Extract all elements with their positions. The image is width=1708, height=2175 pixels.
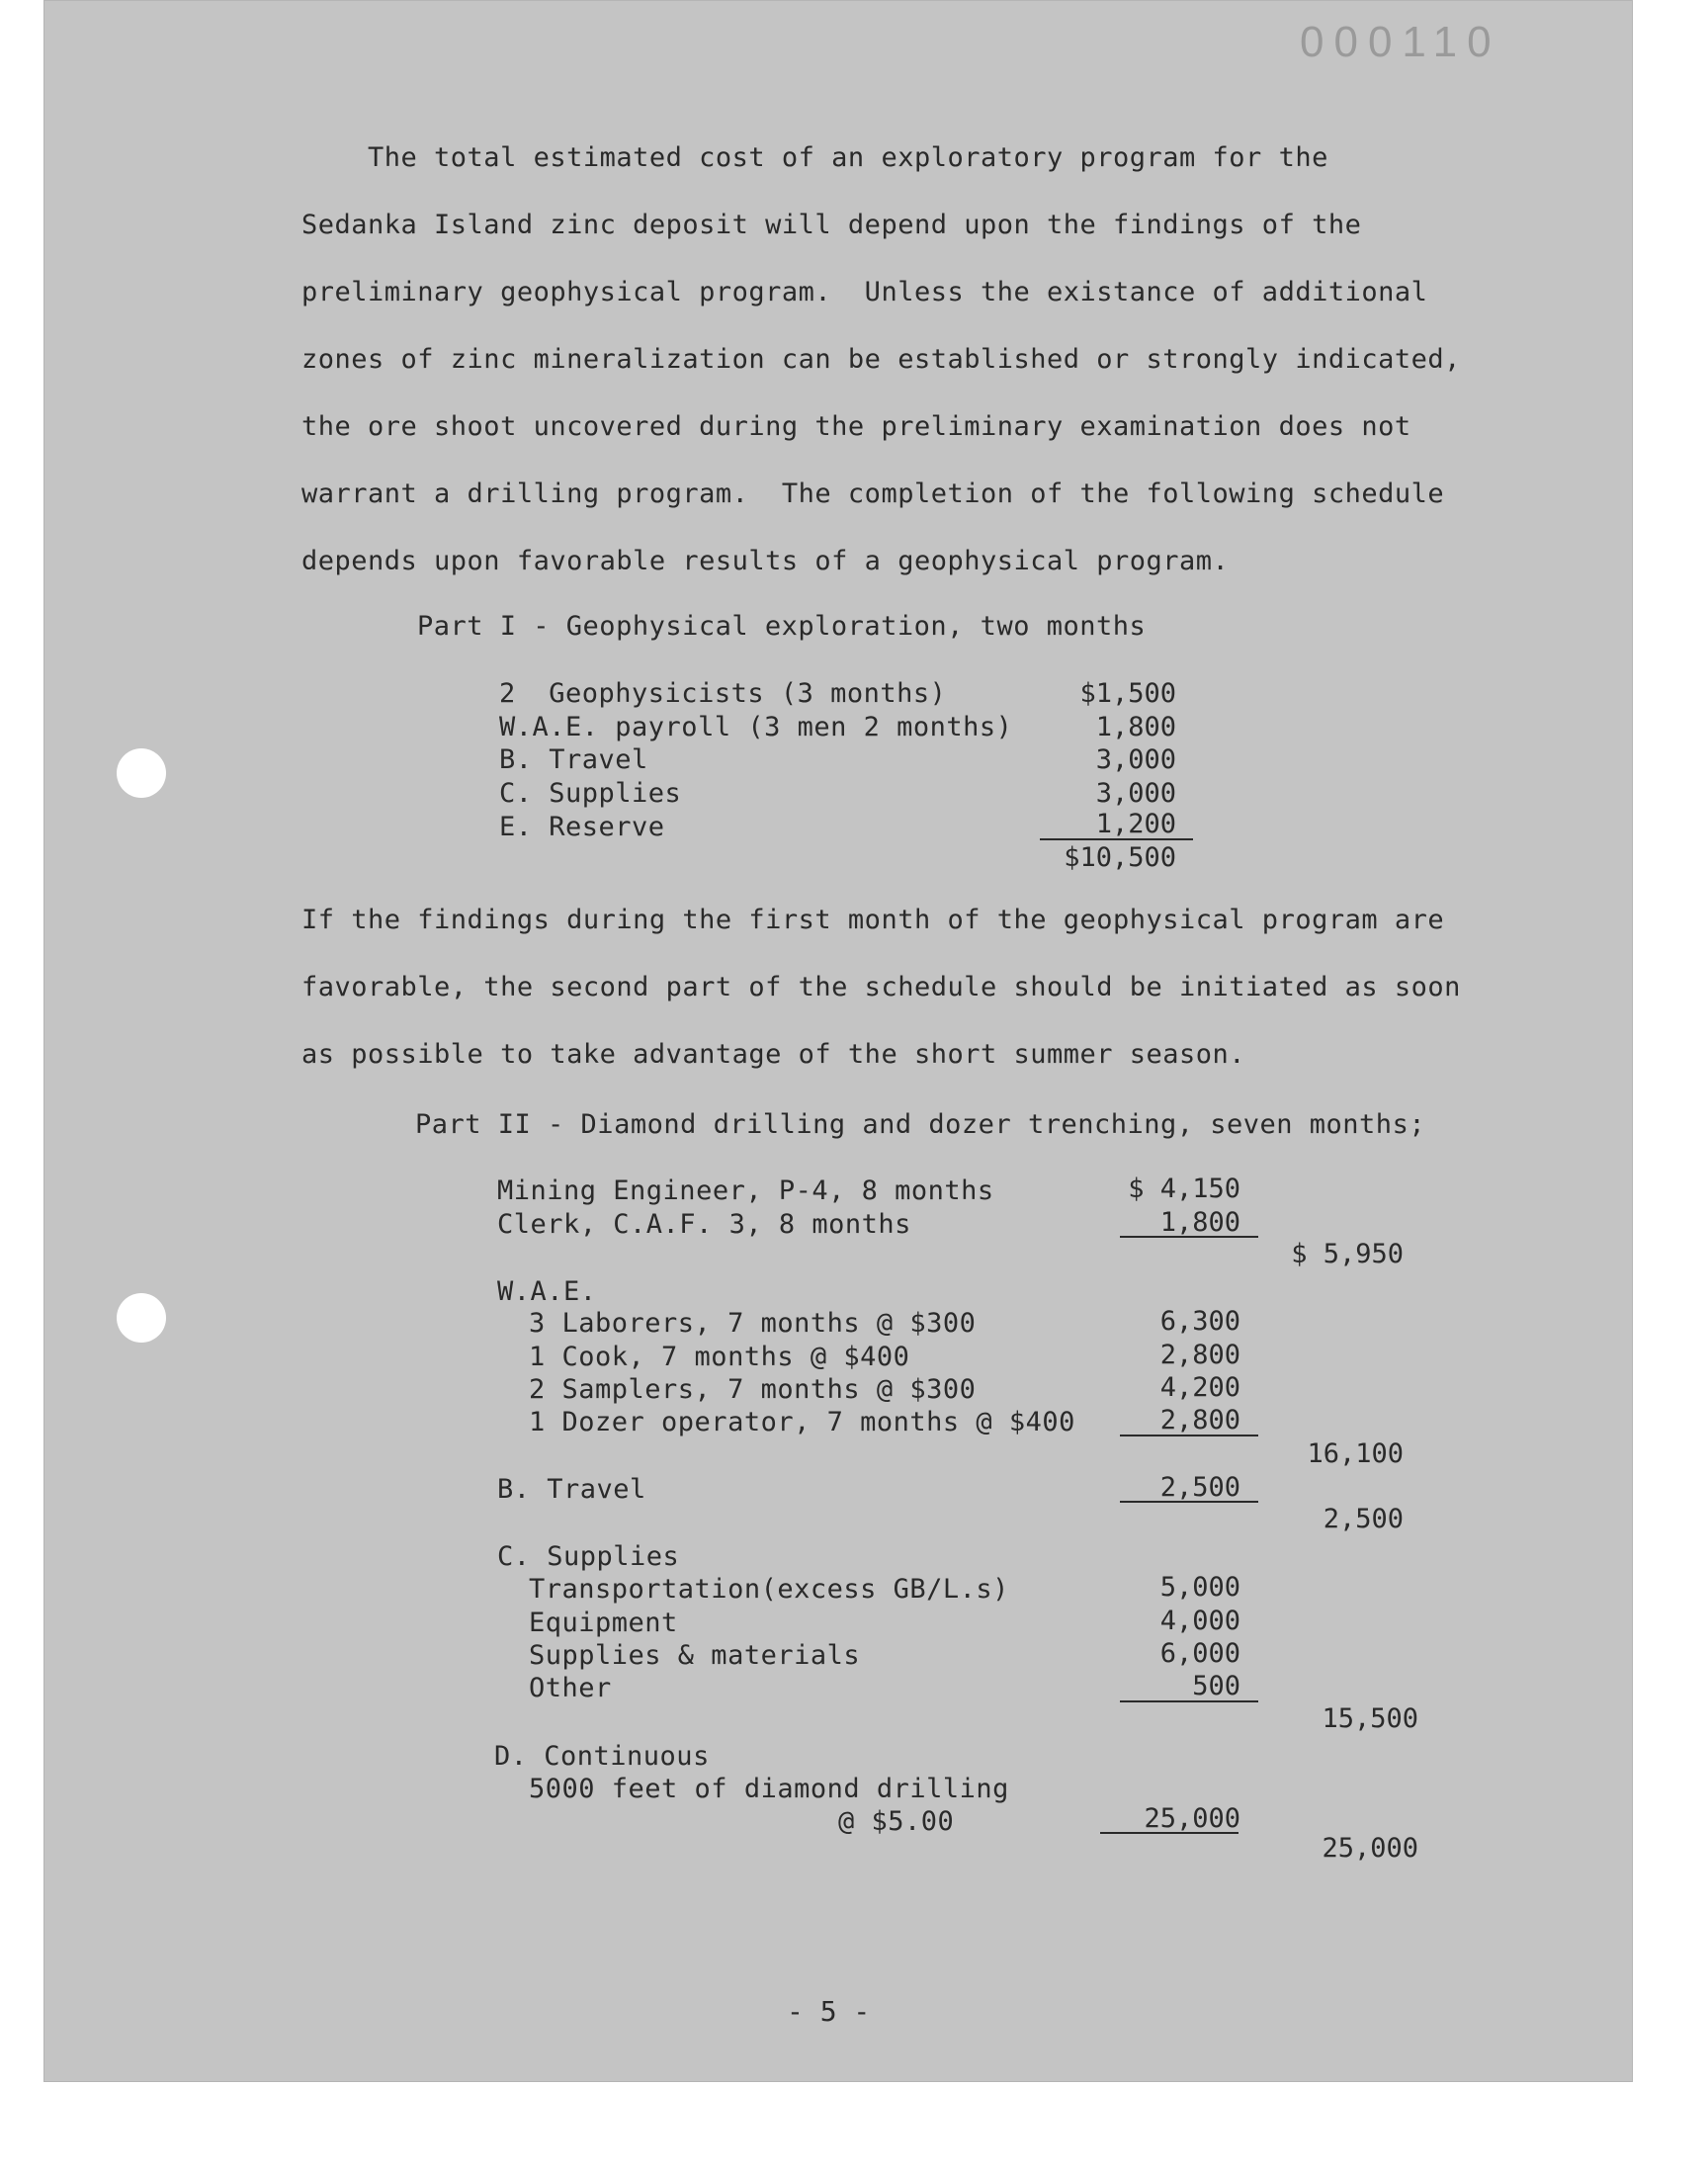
part2-heading: Part II - Diamond drilling and dozer trenching, seven months; [415, 1109, 1426, 1140]
part1-total: $10,500 [1064, 842, 1176, 873]
intro-line: The total estimated cost of an exploratory program for the [301, 142, 1328, 173]
part2-personnel-label: Mining Engineer, P-4, 8 months [497, 1175, 994, 1206]
part2-personnel-total: $ 5,950 [1291, 1239, 1404, 1269]
supplies-item-label: Transportation(excess GB/L.s) [529, 1574, 1009, 1605]
part1-item-amount: $1,500 [1079, 678, 1176, 709]
wae-item-label: 2 Samplers, 7 months @ $300 [529, 1374, 977, 1405]
supplies-item-amount: 4,000 [1159, 1606, 1240, 1636]
supplies-item-label: Supplies & materials [529, 1640, 861, 1671]
supplies-total: 15,500 [1322, 1703, 1418, 1734]
intro-line: depends upon favorable results of a geophysical program. [301, 546, 1230, 576]
part2-personnel-amount: 1,800 [1159, 1207, 1240, 1238]
intro-line: Sedanka Island zinc deposit will depend upon the findings of the [301, 210, 1362, 240]
continuous-amount: 25,000 [1144, 1803, 1240, 1834]
wae-total: 16,100 [1307, 1438, 1404, 1469]
wae-item-amount: 2,800 [1159, 1405, 1240, 1436]
punch-hole-upper [117, 748, 166, 798]
part1-item-label: C. Supplies [499, 778, 682, 809]
travel-sum-rule [1120, 1501, 1258, 1503]
intro-line: zones of zinc mineralization can be established or strongly indicated, [301, 344, 1461, 375]
wae-item-amount: 6,300 [1159, 1306, 1240, 1337]
part2-personnel-label: Clerk, C.A.F. 3, 8 months [497, 1209, 911, 1240]
supplies-sum-rule [1120, 1700, 1258, 1702]
continuous-rate: @ $5.00 [838, 1806, 955, 1837]
travel-amount: 2,500 [1159, 1472, 1240, 1503]
intro-paragraph [301, 142, 1461, 613]
wae-item-label: 1 Dozer operator, 7 months @ $400 [529, 1407, 1075, 1437]
middle-line: as possible to take advantage of the short summer season. [301, 1039, 1246, 1070]
travel-total: 2,500 [1323, 1504, 1404, 1534]
part2-personnel-amount: $ 4,150 [1128, 1174, 1240, 1204]
part1-item-label: 2 Geophysicists (3 months) [499, 678, 947, 709]
wae-item-amount: 4,200 [1159, 1372, 1240, 1403]
travel-label: B. Travel [497, 1474, 646, 1505]
continuous-line: 5000 feet of diamond drilling [529, 1774, 1009, 1804]
supplies-item-amount: 500 [1192, 1671, 1240, 1701]
part1-item-amount: 1,200 [1095, 809, 1176, 839]
continuous-heading: D. Continuous [494, 1741, 710, 1772]
part1-sum-rule [1040, 838, 1193, 840]
part1-item-label: W.A.E. payroll (3 men 2 months) [499, 712, 1013, 742]
intro-line: warrant a drilling program. The completion of the following schedule [301, 478, 1445, 509]
wae-item-label: 3 Laborers, 7 months @ $300 [529, 1308, 977, 1339]
middle-paragraph [301, 905, 1461, 1106]
supplies-heading: C. Supplies [497, 1541, 680, 1572]
intro-line: the ore shoot uncovered during the preliminary examination does not [301, 411, 1411, 442]
supplies-item-label: Equipment [529, 1608, 678, 1638]
part1-item-label: E. Reserve [499, 812, 665, 842]
part1-item-amount: 1,800 [1095, 712, 1176, 742]
middle-line: If the findings during the first month of the geophysical program are [301, 905, 1445, 935]
wae-item-label: 1 Cook, 7 months @ $400 [529, 1342, 910, 1372]
page-number: - 5 - [787, 1995, 871, 2028]
document-stamp-number: 000110 [1300, 18, 1501, 66]
wae-sum-rule [1120, 1435, 1258, 1436]
supplies-item-amount: 6,000 [1159, 1638, 1240, 1669]
part1-heading: Part I - Geophysical exploration, two months [417, 611, 1147, 642]
part1-item-amount: 3,000 [1095, 778, 1176, 809]
supplies-item-label: Other [529, 1673, 612, 1703]
wae-heading: W.A.E. [497, 1276, 597, 1307]
part1-item-label: B. Travel [499, 744, 648, 775]
supplies-item-amount: 5,000 [1159, 1572, 1240, 1603]
continuous-sum-rule [1100, 1832, 1238, 1834]
wae-item-amount: 2,800 [1159, 1340, 1240, 1370]
intro-line: preliminary geophysical program. Unless the existance of additional [301, 277, 1428, 307]
continuous-total: 25,000 [1322, 1833, 1418, 1864]
middle-line: favorable, the second part of the schedule should be initiated as soon [301, 972, 1461, 1002]
personnel-sum-rule [1120, 1236, 1258, 1238]
punch-hole-lower [117, 1293, 166, 1343]
part1-item-amount: 3,000 [1095, 744, 1176, 775]
